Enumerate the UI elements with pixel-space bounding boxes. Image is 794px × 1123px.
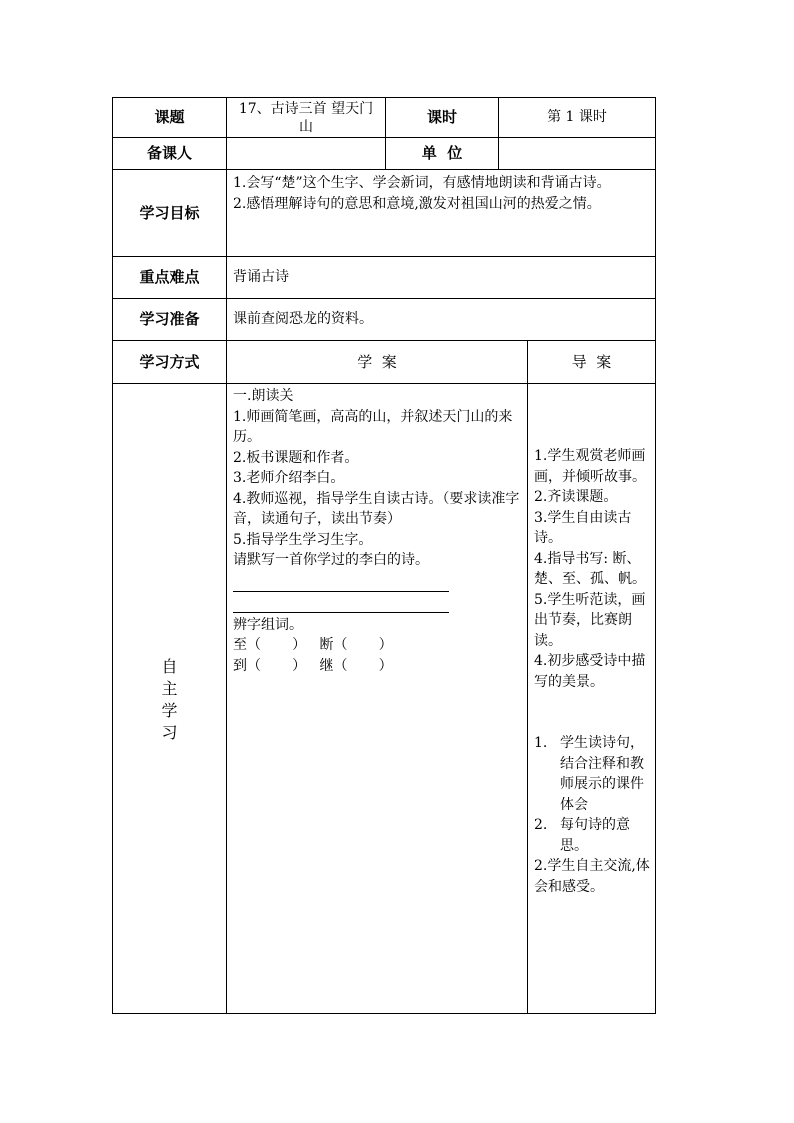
key-points-label-text: 重点难点 — [139, 268, 200, 287]
answer-line-2 — [233, 592, 449, 613]
preparer-label-text: 备课人 — [146, 144, 192, 163]
topic-label — [113, 98, 226, 137]
study-plan-content — [227, 384, 527, 1013]
plan-item-4: 4.教师巡视，指导学生自读古诗。（要求读准字音，读通句子，读出节奏） — [233, 490, 520, 527]
self-study-char-3: 学 — [161, 701, 178, 720]
word-row-1: 至（ ） 断（ ） — [233, 637, 393, 653]
guide-plan-header-text: 导 案 — [571, 352, 612, 371]
study-plan-header — [227, 341, 527, 383]
preparation-label — [113, 299, 226, 340]
goals-label — [113, 170, 226, 256]
guide-plan-header — [528, 341, 655, 383]
period-label-text: 课时 — [426, 108, 457, 127]
preparer-label — [113, 138, 226, 169]
goal-line-2: 2.感悟理解诗句的意思和意境,激发对祖国山河的热爱之情。 — [233, 195, 601, 212]
study-plan-header-text: 学 案 — [357, 352, 397, 371]
topic-value-text: 17、古诗三首 望天门山 — [238, 100, 374, 135]
goals-content — [227, 170, 655, 256]
self-study-char-4: 习 — [161, 723, 178, 742]
guide-number-2: 2. — [534, 817, 548, 833]
guide-numbered-text-1: 学生读诗句，结合注释和教师展示的课件体会 — [560, 735, 644, 813]
guide-item-5: 5.学生听范读，画出节奏，比赛朗读。 — [534, 591, 646, 649]
self-study-label — [113, 384, 226, 1013]
guide-item-1: 1.学生观赏老师画画，并倾听故事。 — [534, 448, 646, 485]
guide-tail: 2.学生自主交流,体会和感受。 — [534, 858, 650, 895]
guide-item-6: 4.初步感受诗中描写的美景。 — [534, 653, 646, 690]
rule — [655, 97, 656, 1014]
preparation-value-text: 课前查阅恐龙的资料。 — [233, 311, 373, 328]
word-task: 辨字组词。 — [233, 616, 303, 633]
guide-numbered-text-2: 每句诗的意思。 — [560, 817, 630, 854]
self-study-char-2: 主 — [161, 679, 178, 698]
guide-numbered-1 — [534, 733, 652, 815]
answer-line-1 — [233, 571, 449, 592]
topic-label-text: 课题 — [154, 108, 185, 127]
word-row-2: 到（ ） 继（ ） — [233, 657, 393, 674]
unit-label-text: 单 位 — [421, 144, 463, 163]
plan-item-3: 3.老师介绍李白。 — [233, 470, 345, 486]
key-points-label — [113, 257, 226, 298]
goals-label-text: 学习目标 — [139, 203, 200, 222]
guide-number-1: 1. — [534, 735, 548, 751]
period-label — [386, 98, 498, 137]
methods-label — [113, 341, 226, 383]
preparer-value — [227, 138, 385, 169]
guide-item-4: 4.指导书写: 断、楚、至、孤、帆。 — [534, 550, 646, 587]
plan-item-6: 请默写一首你学过的李白的诗。 — [233, 552, 429, 568]
plan-heading: 一.朗读关 — [233, 388, 294, 404]
plan-item-2: 2.板书课题和作者。 — [233, 449, 359, 466]
topic-value — [227, 98, 385, 137]
guide-item-2: 2.齐读课题。 — [534, 489, 618, 505]
guide-numbered-2 — [534, 815, 652, 856]
key-points-value — [227, 257, 655, 298]
unit-label — [386, 138, 498, 169]
guide-item-3: 3.学生自由读古诗。 — [534, 509, 632, 546]
goal-line-1: 1.会写“楚”这个生字、学会新词，有感情地朗读和背诵古诗。 — [233, 175, 611, 191]
rule — [112, 1013, 656, 1014]
preparation-value — [227, 299, 655, 340]
period-value-text: 第 1 课时 — [547, 109, 607, 126]
plan-item-5: 5.指导学生学习生字。 — [233, 531, 373, 548]
preparation-label-text: 学习准备 — [139, 310, 200, 329]
key-points-value-text: 背诵古诗 — [233, 269, 289, 286]
period-value — [499, 98, 655, 137]
unit-value — [499, 138, 655, 169]
plan-item-1: 1.师画简笔画，高高的山，并叙述天门山的来历。 — [233, 408, 513, 445]
self-study-char-1: 自 — [161, 657, 178, 676]
guide-plan-content — [528, 384, 655, 1013]
methods-label-text: 学习方式 — [139, 352, 200, 371]
